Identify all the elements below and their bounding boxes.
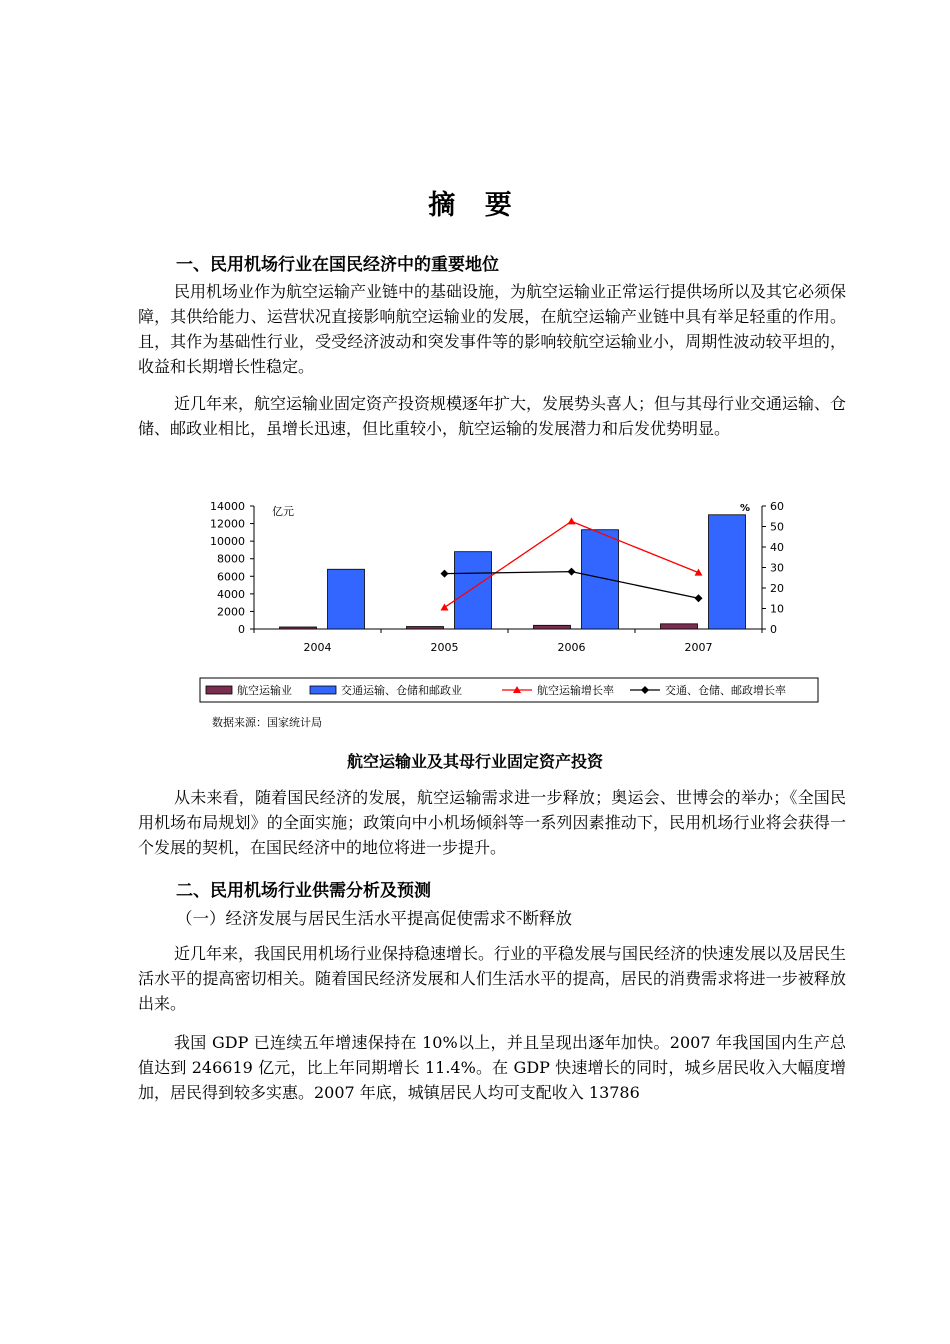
subsection-heading-1: （一）经济发展与居民生活水平提高促使需求不断释放 <box>176 909 572 928</box>
right-axis-unit: % <box>739 503 750 514</box>
paragraph-5: 我国 GDP 已连续五年增速保持在 10%以上，并且呈现出逐年加快。2007 年我国国内生产总值达到 246619 亿元，比上年同期增长 11.4%。在 GDP 快速增长的同时，城乡居民收入大幅度增加，居民得到较多实惠。2007 年底，城镇居民人均可支配收入 13786 <box>138 1033 846 1102</box>
right-tick-label: 30 <box>770 561 784 575</box>
x-tick-label: 2004 <box>303 641 332 654</box>
right-tick-label: 20 <box>770 582 784 595</box>
x-tick-label: 2005 <box>430 641 459 654</box>
left-tick-label: 14000 <box>210 500 245 513</box>
right-tick-label: 60 <box>770 500 784 513</box>
bar-transport <box>582 530 619 629</box>
chart-caption: 航空运输业及其母行业固定资产投资 <box>346 752 603 771</box>
right-tick-label: 40 <box>770 541 784 554</box>
point-transport-growth <box>441 570 449 578</box>
section-heading-1: 一、民用机场行业在国民经济中的重要地位 <box>176 255 499 275</box>
bar-aviation <box>661 624 698 629</box>
left-tick-label: 6000 <box>217 570 245 584</box>
bar-transport <box>328 569 365 629</box>
left-tick-label: 8000 <box>217 552 245 566</box>
bar-transport <box>709 515 746 629</box>
point-transport-growth <box>695 594 703 602</box>
legend-label: 交通、仓储、邮政增长率 <box>665 684 786 697</box>
left-axis-unit: 亿元 <box>272 505 294 518</box>
legend-label: 航空运输业 <box>237 684 292 697</box>
data-source-note: 数据来源：国家统计局 <box>212 716 322 729</box>
legend-label: 航空运输增长率 <box>537 684 614 697</box>
point-transport-growth <box>568 568 576 576</box>
section-heading-2: 二、民用机场行业供需分析及预测 <box>176 881 431 901</box>
bar-aviation <box>407 627 444 629</box>
bar-transport <box>455 552 492 629</box>
investment-chart <box>198 492 822 712</box>
x-tick-label: 2006 <box>557 641 586 654</box>
paragraph-2: 近几年来，航空运输业固定资产投资规模逐年扩大，发展势头喜人；但与其母行业交通运输、仓储、邮政业相比，虽增长迅速，但比重较小，航空运输的发展潜力和后发优势明显。 <box>138 394 847 438</box>
legend-swatch <box>206 686 232 694</box>
point-aviation-growth <box>441 603 449 610</box>
right-tick-label: 0 <box>770 623 777 636</box>
right-tick-label: 50 <box>770 520 784 534</box>
paragraph-3: 从未来看，随着国民经济的发展，航空运输需求进一步释放；奥运会、世博会的举办；《全国民用机场布局规划》的全面实施；政策向中小机场倾斜等一系列因素推动下，民用机场行业将会获得一个发展的契机，在国民经济中的地位将进一步提升。 <box>138 788 846 857</box>
x-tick-label: 2007 <box>684 641 713 654</box>
left-tick-label: 10000 <box>210 535 245 549</box>
left-tick-label: 4000 <box>217 587 245 601</box>
paragraph-1: 民用机场业作为航空运输产业链中的基础设施，为航空运输业正常运行提供场所以及其它必须保障，其供给能力、运营状况直接影响航空运输业的发展，在航空运输产业链中具有举足轻重的作用。且，其作为基础性行业，受受经济波动和突发事件等的影响较航空运输业小，周期性波动较平坦的，收益和长期增长性稳定。 <box>138 282 847 376</box>
point-aviation-growth <box>568 517 576 524</box>
left-tick-label: 2000 <box>217 605 245 619</box>
legend-label: 交通运输、仓储和邮政业 <box>341 684 462 697</box>
left-tick-label: 0 <box>238 623 245 636</box>
bar-aviation <box>280 627 317 629</box>
right-tick-label: 10 <box>770 602 784 616</box>
paragraph-4: 近几年来，我国民用机场行业保持稳速增长。行业的平稳发展与国民经济的快速发展以及居民生活水平的提高密切相关。随着国民经济发展和人们生活水平的提高，居民的消费需求将进一步被释放出来。 <box>138 944 847 1013</box>
legend-swatch <box>310 686 336 694</box>
page-title: 摘 要 <box>428 190 522 221</box>
left-tick-label: 12000 <box>210 517 245 531</box>
bar-aviation <box>534 625 571 629</box>
